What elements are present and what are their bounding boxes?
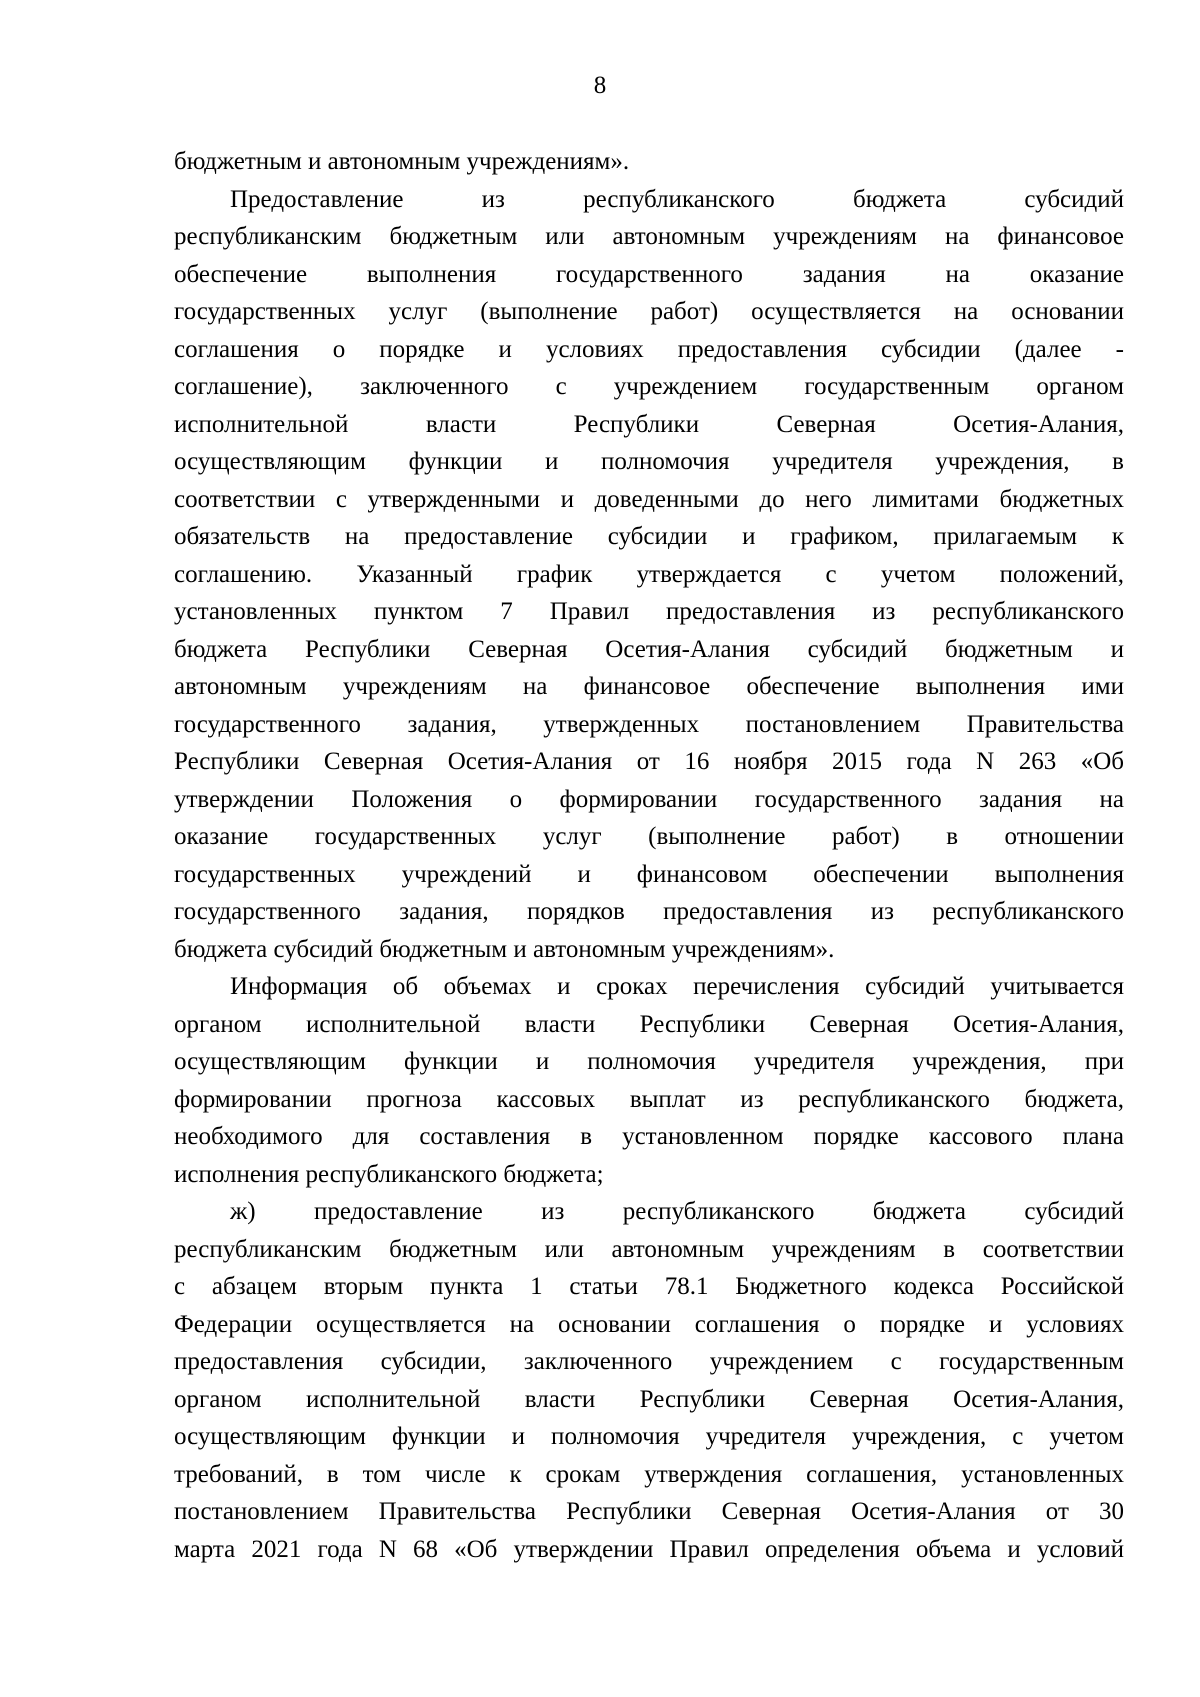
text-line: осуществляющим функции и полномочия учредителя учреждения, с учетом [174,1423,1124,1450]
text-line: марта 2021 года N 68 «Об утверждении Правил определения объема и условий [174,1535,1124,1563]
text-line: Республики Северная Осетия-Алания от 16 ноября 2015 года N 263 «Об [174,748,1124,775]
text-line: утверждении Положения о формировании государственного задания на [174,785,1124,813]
text-line: постановлением Правительства Республики Северная Осетия-Алания от 30 [174,1498,1124,1525]
text-line: органом исполнительной власти Республики Северная Осетия-Алания, [174,1385,1124,1413]
text-line: республиканским бюджетным или автономным учреждениям на финансовое [174,223,1124,250]
text-line: бюджета Республики Северная Осетия-Алания субсидий бюджетным и [174,635,1124,663]
text-line: установленных пунктом 7 Правил предоставления из республиканского [174,598,1124,625]
text-line: государственного задания, порядков предоставления из республиканского [174,898,1124,925]
text-line: автономным учреждениям на финансовое обеспечение выполнения ими [174,673,1124,700]
text-line: предоставления субсидии, заключенного учреждением с государственным [174,1348,1124,1375]
text-line: государственных учреждений и финансовом обеспечении выполнения [174,860,1124,888]
text-line: органом исполнительной власти Республики Северная Осетия-Алания, [174,1010,1124,1038]
text-line: осуществляющим функции и полномочия учредителя учреждения, при [174,1048,1124,1075]
text-line: бюджета субсидий бюджетным и автономным учреждениям». [174,935,835,963]
document-body [174,143,1124,1568]
text-line: Информация об объемах и сроках перечисления субсидий учитывается [230,973,1124,1000]
text-line: соглашению. Указанный график утверждается с учетом положений, [174,560,1124,588]
text-line: формировании прогноза кассовых выплат из республиканского бюджета, [174,1085,1124,1113]
text-line: Федерации осуществляется на основании соглашения о порядке и условиях [174,1310,1124,1338]
text-line: обеспечение выполнения государственного задания на оказание [174,260,1124,288]
text-line: государственного задания, утвержденных постановлением Правительства [174,710,1124,738]
text-line: требований, в том числе к срокам утверждения соглашения, установленных [174,1460,1124,1488]
text-line: исполнения республиканского бюджета; [174,1160,604,1188]
text-line: Предоставление из республиканского бюджета субсидий [230,185,1124,213]
text-line: бюджетным и автономным учреждениям». [174,148,630,175]
text-line: обязательств на предоставление субсидии и графиком, прилагаемым к [174,523,1124,550]
text-line: республиканским бюджетным или автономным учреждениям в соответствии [174,1235,1124,1263]
text-line: исполнительной власти Республики Северная Осетия-Алания, [174,410,1124,438]
text-line: соответствии с утвержденными и доведенными до него лимитами бюджетных [174,485,1124,513]
text-line: осуществляющим функции и полномочия учредителя учреждения, в [174,448,1124,475]
text-line: соглашения о порядке и условиях предоставления субсидии (далее - [174,335,1124,363]
page-number: 8 [593,72,607,99]
text-line: необходимого для составления в установленном порядке кассового плана [174,1123,1124,1150]
text-line: оказание государственных услуг (выполнение работ) в отношении [174,823,1124,850]
text-line: соглашение), заключенного с учреждением государственным органом [174,373,1124,400]
text-line: ж) предоставление из республиканского бюджета субсидий [230,1198,1124,1225]
text-line: государственных услуг (выполнение работ) осуществляется на основании [174,298,1124,325]
text-line: с абзацем вторым пункта 1 статьи 78.1 Бюджетного кодекса Российской [174,1273,1124,1300]
